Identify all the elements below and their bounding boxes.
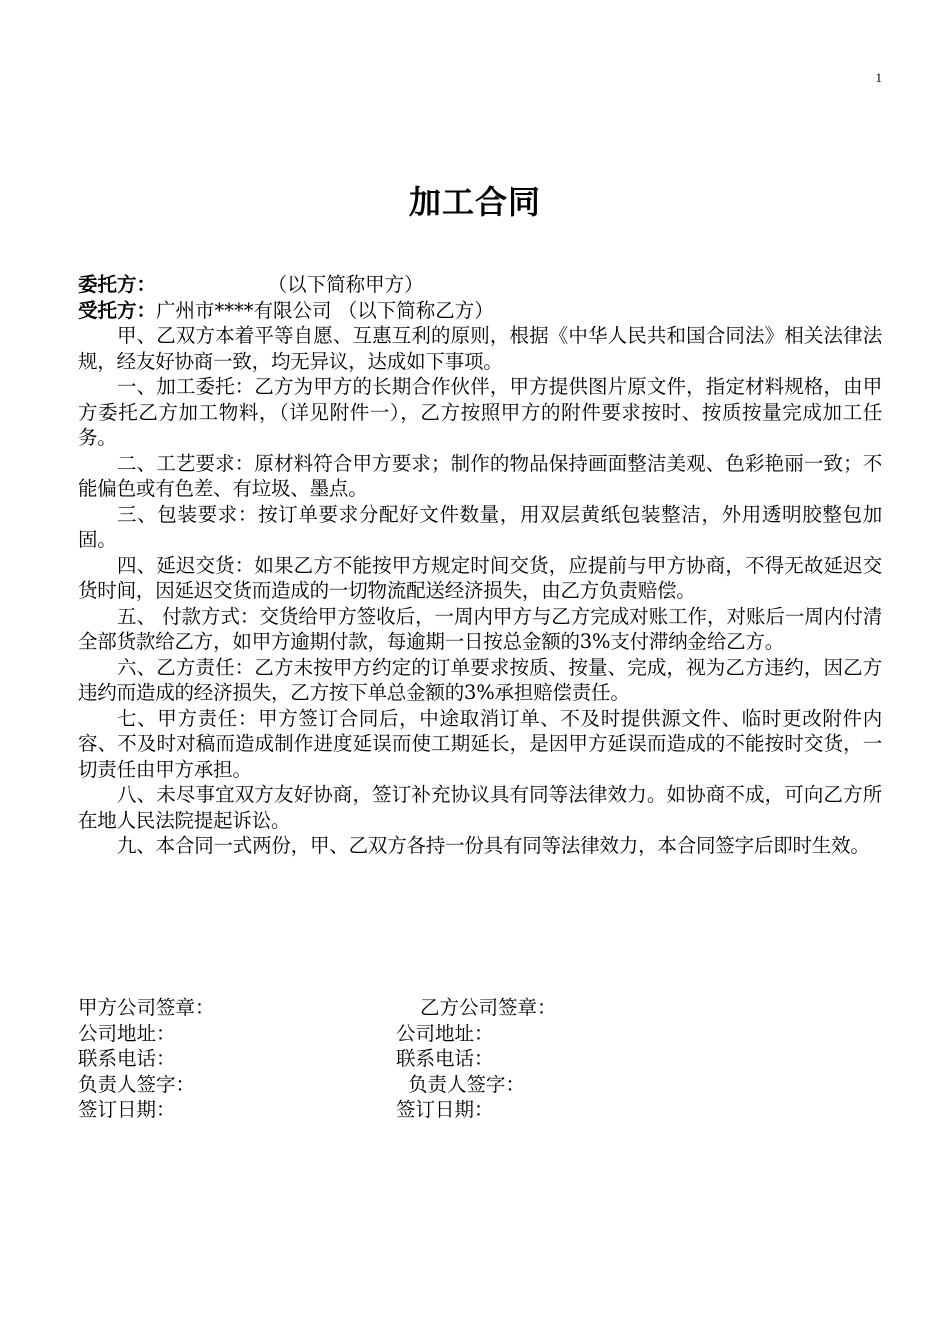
signature-row-responsible — [78, 1072, 882, 1098]
clause-delayed-delivery: 四、延迟交货：如果乙方不能按甲方规定时间交货，应提前与甲方协商，不得无故延迟交货时间，因延迟交货而造成的一切物流配送经济损失，由乙方负责赔偿。 — [78, 553, 882, 602]
client-party-line — [78, 272, 882, 298]
clause-processing-commission: 一、加工委托：乙方为甲方的长期合作伙伴，甲方提供图片原文件，指定材料规格，由甲方委托乙方加工物料，（详见附件一），乙方按照甲方的附件要求按时、按质按量完成加工任务。 — [78, 375, 882, 449]
signature-row-phone — [78, 1046, 882, 1072]
clause-packaging-requirements: 三、包装要求：按订单要求分配好文件数量，用双层黄纸包装整洁，外用透明胶整包加固。 — [78, 502, 882, 551]
clause-copies-effectiveness: 九、本合同一式两份，甲、乙双方各持一份具有同等法律效力，本合同签字后即时生效。 — [117, 834, 870, 857]
party-b-responsible-person-label: 负责人签字： — [408, 1072, 526, 1096]
party-b-phone-label: 联系电话： — [396, 1047, 494, 1070]
preamble-paragraph: 甲、乙双方本着平等自愿、互惠互利的原则，根据《中华人民共和国合同法》相关法律法规，经友好协商一致，均无异议，达成如下事项。 — [78, 324, 882, 373]
party-a-phone-label: 联系电话： — [78, 1047, 176, 1070]
signature-row-seal — [78, 995, 882, 1021]
document-title: 加工合同 — [408, 183, 541, 221]
contractor-label: 受托方： — [78, 298, 157, 322]
clause-process-requirements: 二、工艺要求：原材料符合甲方要求；制作的物品保持画面整洁美观、色彩艳丽一致；不能偏色或有色差、有垃圾、墨点。 — [78, 451, 882, 500]
party-b-date-label: 签订日期： — [396, 1098, 494, 1121]
signature-row-address — [78, 1021, 882, 1047]
party-a-date-label: 签订日期： — [78, 1098, 176, 1121]
contractor-party-line — [78, 298, 882, 324]
contractor-value: 广州市****有限公司 （以下简称乙方） — [156, 298, 494, 322]
party-b-company-seal-label: 乙方公司签章： — [420, 996, 557, 1019]
clause-party-a-liability: 七、甲方责任：甲方签订合同后，中途取消订单、不及时提供源文件、临时更改附件内容、不及时对稿而造成制作进度延误而使工期延长，是因甲方延误而造成的不能按时交货，一切责任由甲方承担。 — [78, 706, 882, 781]
party-a-company-seal-label: 甲方公司签章： — [78, 996, 215, 1019]
clause-payment-method: 五、 付款方式：交货给甲方签收后，一周内甲方与乙方完成对账工作，对账后一周内付清全部货款给乙方，如甲方逾期付款，每逾期一日按总金额的3%支付滞纳金给乙方。 — [78, 604, 882, 653]
signature-block — [78, 995, 882, 1123]
party-a-responsible-person-label: 负责人签字： — [78, 1072, 196, 1096]
client-value: （以下简称甲方） — [156, 273, 424, 296]
contract-body — [78, 272, 882, 859]
clause-unresolved-matters: 八、未尽事宜双方友好协商，签订补充协议具有同等法律效力。如协商不成，可向乙方所在地人民法院提起诉讼。 — [78, 783, 882, 832]
clause-party-b-liability: 六、乙方责任：乙方未按甲方约定的订单要求按质、按量、完成，视为乙方违约，因乙方违约而造成的经济损失，乙方按下单总金额的3%承担赔偿责任。 — [78, 655, 882, 704]
page-number: 1 — [875, 70, 882, 85]
party-b-address-label: 公司地址： — [396, 1021, 494, 1045]
party-a-address-label: 公司地址： — [78, 1021, 176, 1045]
signature-row-date — [78, 1097, 882, 1123]
client-label: 委托方： — [78, 273, 157, 296]
